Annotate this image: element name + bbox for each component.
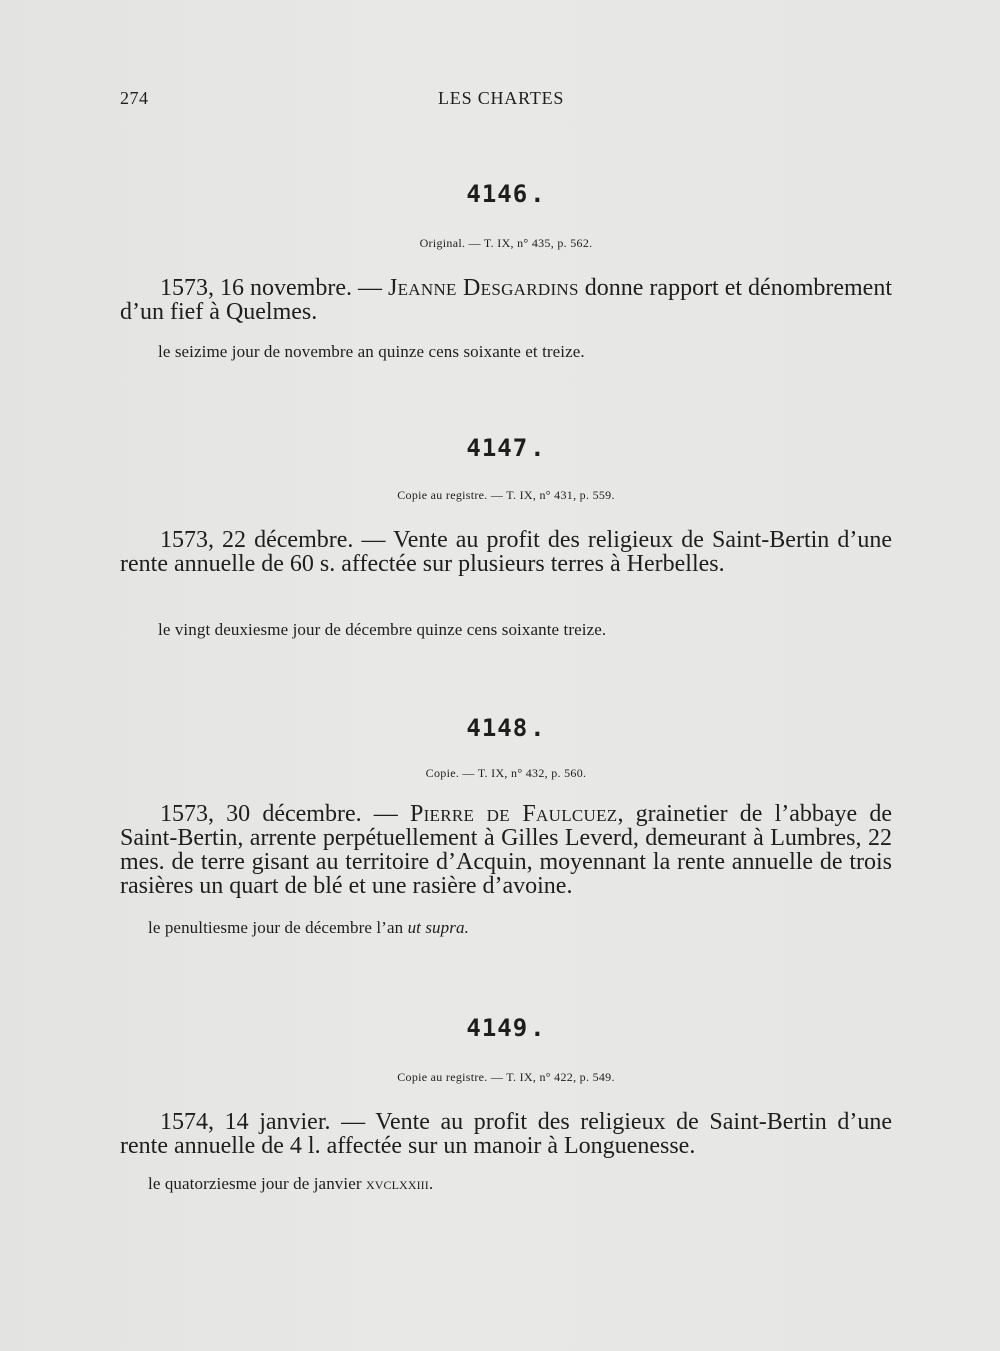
entry-source: Copie au registre. — T. IX, n° 431, p. 559. <box>397 488 615 502</box>
entry-person-name: Pierre de Faulcuez <box>409 801 618 827</box>
entry-number: 4146. <box>466 180 546 208</box>
running-title: LES CHARTES <box>438 88 565 108</box>
entry-summary: 1574, 14 janvier. — Vente au profit des religieux de Saint-Bertin d’une rente annuelle de 4 l. affectée sur un manoir à Longuenesse. <box>120 1109 892 1159</box>
entry-source: Original. — T. IX, n° 435, p. 562. <box>419 236 593 250</box>
entry-number: 4147. <box>466 434 546 462</box>
entry-quote: le penultiesme jour de décembre l’an ut supra. <box>148 918 469 937</box>
entry-summary: 1573, 30 décembre. — Pierre de Faulcuez, grainetier de l’abbaye de Saint-Bertin, arrente perpétuellement à Gilles Leverd, demeurant à Lumbres, 22 mes. de terre gisant au territoire d’Acquin, moyennant la rente annuelle de trois rasières un quart de blé et une rasière d’avoine. <box>120 801 893 899</box>
entry-date: 1574, 14 janvier. <box>160 1109 331 1135</box>
entry-date: 1573, 30 décembre. <box>160 801 362 827</box>
entry-number: 4149. <box>466 1014 546 1042</box>
page-number: 274 <box>120 88 149 108</box>
entry-date: 1573, 16 novembre. <box>160 275 352 301</box>
entry-quote: le seizime jour de novembre an quinze cens soixante et treize. <box>158 342 585 361</box>
entry-summary: 1573, 22 décembre. — Vente au profit des religieux de Saint-Bertin d’une rente annuelle de 60 s. affectée sur plusieurs terres à Herbelles. <box>120 527 892 577</box>
entry-quote: le vingt deuxiesme jour de décembre quinze cens soixante treize. <box>158 620 607 639</box>
quote-roman-date: xvclxxiii. <box>365 1174 434 1193</box>
entry-quote: le quatorziesme jour de janvier xvclxxiii. <box>148 1174 434 1193</box>
entry-summary: 1573, 16 novembre. — Jeanne Desgardins donne rapport et dénombrement d’un fief à Quelmes. <box>120 275 893 325</box>
entry-source: Copie au registre. — T. IX, n° 422, p. 549. <box>397 1070 615 1084</box>
page-header <box>120 88 900 112</box>
entry-number: 4148. <box>466 714 546 742</box>
quote-italic: ut supra. <box>407 918 469 937</box>
entry-person-name: Jeanne Desgardins <box>387 275 579 301</box>
entry-date: 1573, 22 décembre. <box>160 527 354 553</box>
entry-source: Copie. — T. IX, n° 432, p. 560. <box>425 766 587 780</box>
